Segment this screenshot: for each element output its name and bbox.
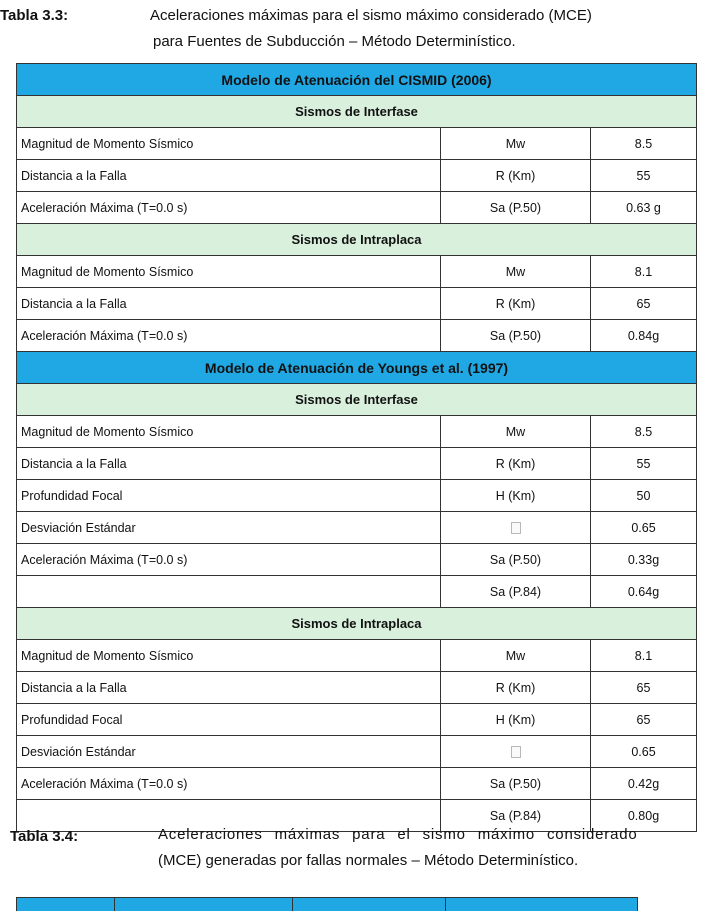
value-cell: 0.84g [591, 320, 697, 352]
value-cell: 0.33g [591, 544, 697, 576]
table-row [17, 256, 697, 288]
value-cell: 65 [591, 288, 697, 320]
table-row [17, 736, 697, 768]
value-cell: 0.65 [591, 736, 697, 768]
parameter-cell: Distancia a la Falla [17, 672, 441, 704]
caption-line-2: para Fuentes de Subducción – Método Determinístico. [153, 33, 516, 50]
symbol-cell: R (Km) [441, 448, 591, 480]
parameter-cell: Magnitud de Momento Sísmico [17, 128, 441, 160]
table-row [17, 640, 697, 672]
value-cell: 55 [591, 448, 697, 480]
model-header-row [17, 352, 697, 384]
missing-glyph-icon [511, 746, 521, 758]
table-row [17, 672, 697, 704]
symbol-cell: Sa (P.84) [441, 576, 591, 608]
section-header-row [17, 608, 697, 640]
parameter-cell: Aceleración Máxima (T=0.0 s) [17, 192, 441, 224]
symbol-cell: H (Km) [441, 704, 591, 736]
symbol-cell: R (Km) [441, 160, 591, 192]
value-cell: 0.65 [591, 512, 697, 544]
value-cell: 65 [591, 704, 697, 736]
section-title: Sismos de Interfase [17, 384, 697, 416]
parameter-cell: Distancia a la Falla [17, 160, 441, 192]
value-cell: 8.1 [591, 640, 697, 672]
parameter-cell: Magnitud de Momento Sísmico [17, 640, 441, 672]
parameter-cell: Distancia a la Falla [17, 288, 441, 320]
section-title: Sismos de Interfase [17, 96, 697, 128]
value-cell: 0.80g [591, 800, 697, 832]
caption-line-1: Aceleraciones máximas para el sismo máximo considerado (MCE) [150, 7, 592, 24]
model-header-row [17, 64, 697, 96]
column-divider [445, 898, 446, 911]
value-cell: 0.64g [591, 576, 697, 608]
value-cell: 55 [591, 160, 697, 192]
table-row [17, 192, 697, 224]
value-cell: 0.42g [591, 768, 697, 800]
column-divider [292, 898, 293, 911]
parameter-cell: Desviación Estándar [17, 736, 441, 768]
table-row [17, 320, 697, 352]
table-label: Tabla 3.4: [10, 828, 79, 845]
table-row [17, 704, 697, 736]
symbol-cell: Sa (P.84) [441, 800, 591, 832]
symbol-cell: Mw [441, 256, 591, 288]
table-row [17, 288, 697, 320]
value-cell: 65 [591, 672, 697, 704]
section-header-row [17, 96, 697, 128]
table-label: Tabla 3.3: [0, 7, 69, 24]
model-title: Modelo de Atenuación de Youngs et al. (1997) [17, 352, 697, 384]
symbol-cell: R (Km) [441, 672, 591, 704]
parameter-cell: Profundidad Focal [17, 480, 441, 512]
table-row [17, 544, 697, 576]
parameter-cell [17, 576, 441, 608]
table-row [17, 768, 697, 800]
caption-line-2: (MCE) generadas por fallas normales – Método Determinístico. [158, 852, 579, 869]
parameter-cell: Magnitud de Momento Sísmico [17, 256, 441, 288]
next-table-header [16, 897, 638, 911]
symbol-cell [441, 512, 591, 544]
column-divider [114, 898, 115, 911]
acceleration-table [16, 63, 697, 832]
section-header-row [17, 224, 697, 256]
symbol-cell: H (Km) [441, 480, 591, 512]
parameter-cell: Profundidad Focal [17, 704, 441, 736]
symbol-cell: Mw [441, 128, 591, 160]
parameter-cell: Distancia a la Falla [17, 448, 441, 480]
symbol-cell: Mw [441, 416, 591, 448]
value-cell: 8.5 [591, 416, 697, 448]
table-row [17, 576, 697, 608]
symbol-cell: Sa (P.50) [441, 320, 591, 352]
table-row [17, 160, 697, 192]
caption-line-1: Aceleraciones máximas para el sismo máximo considerado [158, 826, 638, 843]
parameter-cell: Desviación Estándar [17, 512, 441, 544]
table-row [17, 416, 697, 448]
parameter-cell: Aceleración Máxima (T=0.0 s) [17, 320, 441, 352]
table-row [17, 128, 697, 160]
symbol-cell: Mw [441, 640, 591, 672]
parameter-cell: Aceleración Máxima (T=0.0 s) [17, 768, 441, 800]
section-header-row [17, 384, 697, 416]
symbol-cell: R (Km) [441, 288, 591, 320]
symbol-cell: Sa (P.50) [441, 192, 591, 224]
model-title: Modelo de Atenuación del CISMID (2006) [17, 64, 697, 96]
section-title: Sismos de Intraplaca [17, 224, 697, 256]
missing-glyph-icon [511, 522, 521, 534]
parameter-cell: Aceleración Máxima (T=0.0 s) [17, 544, 441, 576]
symbol-cell: Sa (P.50) [441, 768, 591, 800]
value-cell: 8.1 [591, 256, 697, 288]
value-cell: 50 [591, 480, 697, 512]
value-cell: 0.63 g [591, 192, 697, 224]
table-row [17, 480, 697, 512]
value-cell: 8.5 [591, 128, 697, 160]
symbol-cell: Sa (P.50) [441, 544, 591, 576]
table-row [17, 448, 697, 480]
table-row [17, 512, 697, 544]
symbol-cell [441, 736, 591, 768]
section-title: Sismos de Intraplaca [17, 608, 697, 640]
parameter-cell: Magnitud de Momento Sísmico [17, 416, 441, 448]
